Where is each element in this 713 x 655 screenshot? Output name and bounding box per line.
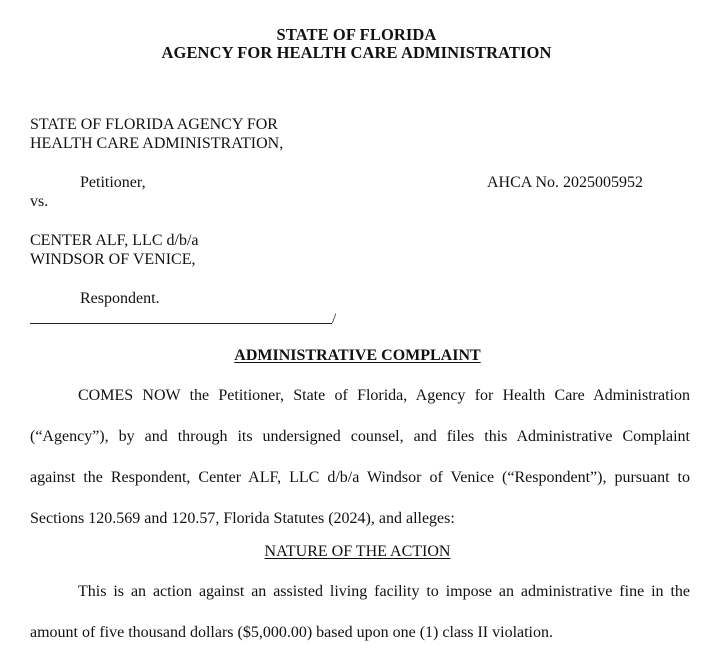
header-state: STATE OF FLORIDA (276, 25, 437, 44)
respondent-label: Respondent. (80, 290, 160, 307)
intro-paragraph (30, 375, 690, 539)
case-number: AHCA No. 2025005952 (487, 174, 644, 191)
petitioner-name-line1: STATE OF FLORIDA AGENCY FOR (30, 116, 278, 133)
respondent-name-line1: CENTER ALF, LLC d/b/a (30, 232, 199, 249)
header-agency: AGENCY FOR HEALTH CARE ADMINISTRATION (161, 43, 552, 62)
paragraph-line: against the Respondent, Center ALF, LLC d/b/a Windsor of Venice (“Respondent”), pursuant to (30, 469, 690, 486)
paragraph-line: COMES NOW the Petitioner, State of Florida, Agency for Health Care Administration (78, 387, 690, 404)
paragraph-line: This is an action against an assisted living facility to impose an administrative fine in the (78, 583, 690, 600)
respondent-name-line2: WINDSOR OF VENICE, (30, 251, 196, 268)
paragraph-line: (“Agency”), by and through its undersigned counsel, and files this Administrative Complaint (30, 428, 690, 445)
caption-divider-slash: / (332, 311, 337, 327)
petitioner-name-line2: HEALTH CARE ADMINISTRATION, (30, 135, 284, 152)
petitioner-label: Petitioner, (80, 174, 146, 191)
paragraph-line: Sections 120.569 and 120.57, Florida Statutes (2024), and alleges: (30, 510, 455, 527)
nature-paragraph (30, 571, 690, 653)
versus-label: vs. (30, 193, 49, 210)
caption-divider-line (30, 323, 332, 324)
section-heading: NATURE OF THE ACTION (264, 543, 451, 560)
document-title: ADMINISTRATIVE COMPLAINT (234, 347, 481, 364)
paragraph-line: amount of five thousand dollars ($5,000.00) based upon one (1) class II violation. (30, 624, 553, 641)
